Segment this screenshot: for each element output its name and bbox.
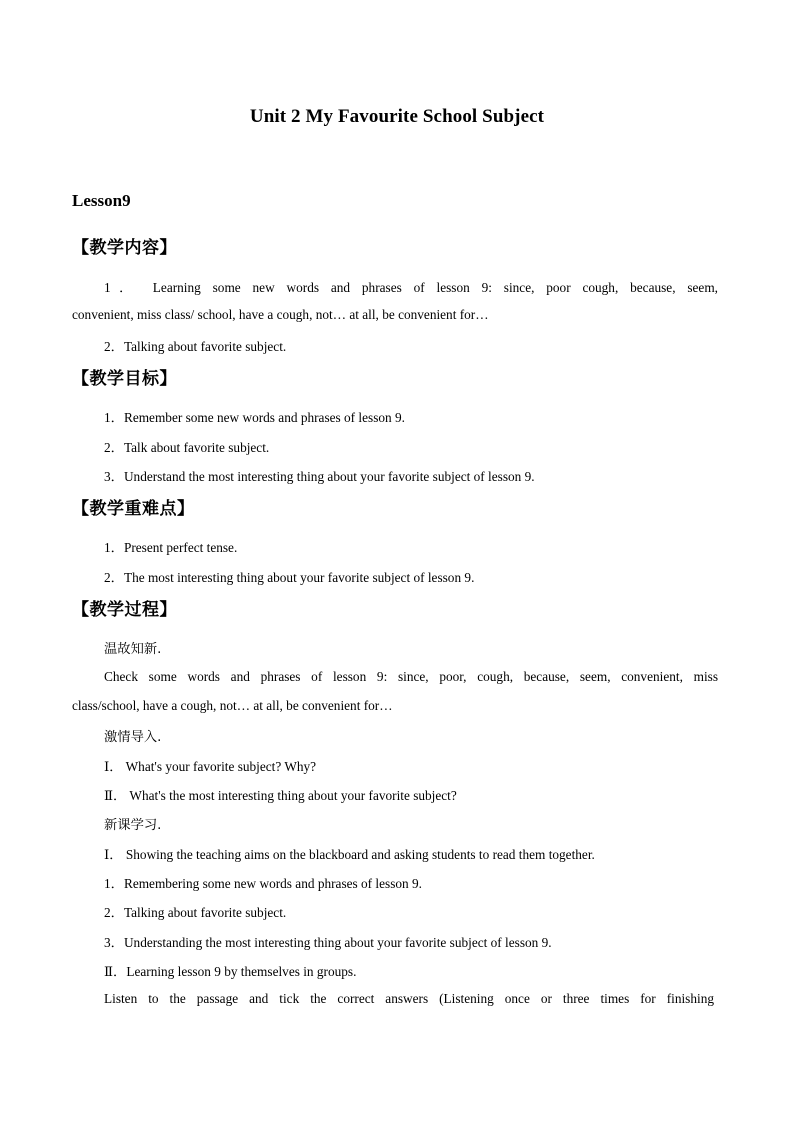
process-line-10: 2．Talking about favorite subject.	[104, 905, 287, 920]
process-line-12: Ⅱ．Learning lesson 9 by themselves in groups.	[104, 964, 357, 979]
goals-line-2: 2．Talk about favorite subject.	[104, 440, 270, 455]
process-line-5: Ⅰ． What's your favorite subject? Why?	[104, 759, 317, 774]
goals-line-3: 3．Understand the most interesting thing about your favorite subject of lesson 9.	[104, 469, 535, 484]
process-line-7: 新课学习.	[104, 818, 162, 833]
lesson-label: Lesson9	[72, 191, 131, 210]
section-heading-goals: 【教学目标】	[72, 369, 177, 389]
process-line-8: Ⅰ． Showing the teaching aims on the blackboard and asking students to read them together.	[104, 847, 595, 862]
process-line-1: 温故知新.	[104, 642, 162, 657]
process-line-3: class/school, have a cough, not… at all, be convenient for…	[72, 698, 393, 713]
process-line-4: 激情导入.	[104, 730, 162, 745]
content-line-2: convenient, miss class/ school, have a cough, not… at all, be convenient for…	[72, 307, 489, 322]
content-line-3: 2．Talking about favorite subject.	[104, 339, 287, 354]
process-line-9: 1．Remembering some new words and phrases of lesson 9.	[104, 876, 422, 891]
process-line-6: Ⅱ． What's the most interesting thing about your favorite subject?	[104, 788, 457, 803]
process-line-13: Listen to the passage and tick the correct answers (Listening once or three times for finishing	[104, 991, 714, 1006]
document-title: Unit 2 My Favourite School Subject	[249, 106, 545, 127]
section-heading-content: 【教学内容】	[72, 238, 177, 258]
keypoints-line-2: 2．The most interesting thing about your favorite subject of lesson 9.	[104, 570, 475, 585]
section-heading-process: 【教学过程】	[72, 600, 177, 620]
section-heading-keypoints: 【教学重难点】	[72, 499, 195, 519]
process-line-2: Check some words and phrases of lesson 9: since, poor, cough, because, seem, convenient, miss	[104, 669, 718, 684]
keypoints-line-1: 1．Present perfect tense.	[104, 540, 238, 555]
process-line-11: 3．Understanding the most interesting thing about your favorite subject of lesson 9.	[104, 935, 552, 950]
content-line-1: 1． Learning some new words and phrases of lesson 9: since, poor cough, because, seem,	[104, 280, 718, 295]
goals-line-1: 1．Remember some new words and phrases of lesson 9.	[104, 410, 405, 425]
